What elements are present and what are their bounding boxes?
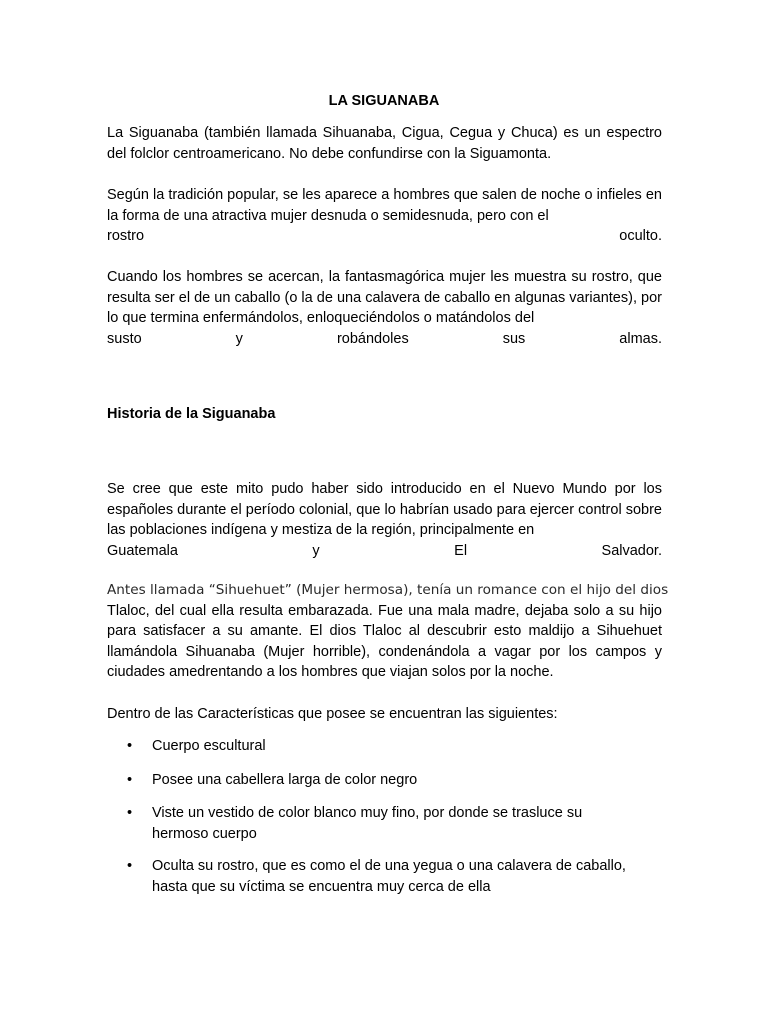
history-paragraph-2-rest: Tlaloc, del cual ella resulta embarazada. Fue una mala madre, dejaba solo a su hijo para satisfacer a su amante. El dios Tlaloc al descubrir esto maldijo a Sihuehuet llamándola Sihuanaba (Mujer horrible), condenándola a vagar por los campos y ciudades amedrentando a los hombres que viajan solos por la noche. xyxy=(107,602,662,681)
history-paragraph-2-first-line: Antes llamada “Sihuehuet” (Mujer hermosa), tenía un romance con el hijo del dios xyxy=(107,582,669,598)
history-paragraph-1-last-line: Guatemala y El Salvador. xyxy=(107,542,662,559)
intro-paragraph-3-last-line: susto y robándoles sus almas. xyxy=(107,330,662,347)
intro-paragraph-2 xyxy=(107,185,662,247)
characteristics-list xyxy=(107,736,662,898)
list-item xyxy=(107,736,662,757)
list-item-text: Oculta su rostro, que es como el de una yegua o una calavera de caballo, hasta que su víctima se encuentra muy cerca de ella xyxy=(152,858,626,895)
history-heading: Historia de la Siguanaba xyxy=(107,406,276,422)
bullet-icon: • xyxy=(127,738,133,754)
intro-paragraph-2-body: Según la tradición popular, se les aparece a hombres que salen de noche o infieles en la forma de una atractiva mujer desnuda o semidesnuda, pero con el xyxy=(107,187,662,224)
intro-paragraph-3 xyxy=(107,267,662,349)
list-item-text: Cuerpo escultural xyxy=(152,738,266,754)
bullet-icon: • xyxy=(127,805,133,822)
list-item-text: Posee una cabellera larga de color negro xyxy=(152,771,418,788)
list-item-text: Viste un vestido de color blanco muy fino, por donde se trasluce su hermoso cuerpo xyxy=(152,805,583,842)
document-title: LA SIGUANABA xyxy=(328,93,440,109)
list-item xyxy=(107,856,662,897)
list-item xyxy=(107,803,662,844)
history-paragraph-1 xyxy=(107,479,662,561)
intro-paragraph-3-body: Cuando los hombres se acercan, la fantasmagórica mujer les muestra su rostro, que resulta ser el de un caballo (o la de una calavera de caballo en algunas variantes), por lo que termina enfermándolos, enloqueciéndolos o matándolos del xyxy=(107,269,662,327)
intro-paragraph-2-last-line: rostro oculto. xyxy=(107,228,662,245)
bullet-icon: • xyxy=(127,858,133,875)
history-paragraph-3: Dentro de las Características que posee se encuentran las siguientes: xyxy=(107,706,558,722)
intro-paragraph-1: La Siguanaba (también llamada Sihuanaba, Cigua, Cegua y Chuca) es un espectro del folclor centroamericano. No debe confundirse con la Siguamonta. xyxy=(107,125,662,162)
list-item xyxy=(107,770,662,791)
history-paragraph-1-body: Se cree que este mito pudo haber sido introducido en el Nuevo Mundo por los españoles durante el período colonial, que lo habrían usado para ejercer control sobre las poblaciones indígena y mestiza de la región, principalmente en xyxy=(107,481,662,539)
bullet-icon: • xyxy=(127,771,133,788)
history-paragraph-2 xyxy=(107,580,669,683)
